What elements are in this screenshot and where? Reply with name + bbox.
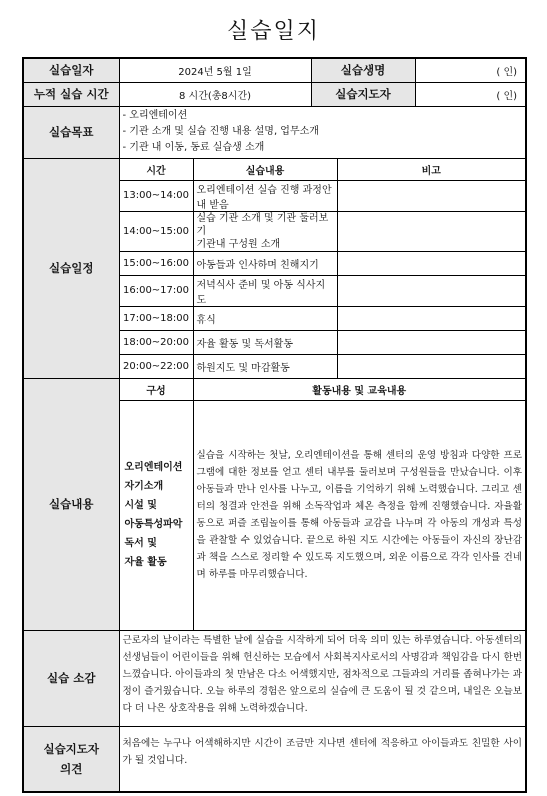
note-header: 비고 [337,158,526,180]
document-title: 실습일지 [226,19,320,44]
supervisor-opinion-text[interactable]: 처음에는 누구나 어색해하지만 시간이 조금만 지나면 센터에 적응하고 아이들과도 친밀한 사이가 될 것입니다. [119,726,526,792]
schedule-content[interactable]: 저녁식사 준비 및 아동 식사지도 [193,275,337,306]
date-row [23,58,526,82]
activity-header: 활동내용 및 교육내용 [193,378,526,400]
schedule-time: 17:00~18:00 [119,306,193,330]
schedule-content[interactable] [193,211,337,251]
schedule-content-line: 기관내 구성원 소개 [196,238,281,250]
supervisor-opinion-row [23,726,526,792]
supervisor-opinion-label-line: 실습지도자 [43,741,100,756]
schedule-note[interactable] [337,251,526,275]
structure-line: 시설 및 [124,500,157,511]
schedule-note[interactable] [337,275,526,306]
schedule-time: 13:00~14:00 [119,180,193,211]
content-label: 실습내용 [23,378,119,630]
goal-item: - 오리엔테이션 [122,109,188,121]
content-header-row [23,378,526,400]
structure-header: 구성 [119,378,193,400]
schedule-time: 16:00~17:00 [119,275,193,306]
schedule-note[interactable] [337,354,526,378]
schedule-note[interactable] [337,211,526,251]
structure-cell [119,400,193,630]
structure-line: 오리엔테이션 [124,462,183,473]
schedule-time: 18:00~20:00 [119,330,193,354]
hours-row [23,82,526,106]
goals-list[interactable] [119,106,526,158]
hours-value[interactable]: 8 시간(총8시간) [119,82,311,106]
reflection-row [23,630,526,726]
goal-item: - 기관 내 이동, 동료 실습생 소개 [122,141,265,153]
hours-label: 누적 실습 시간 [23,82,119,106]
time-header: 시간 [119,158,193,180]
reflection-text[interactable]: 근로자의 날이라는 특별한 날에 실습을 시작하게 되어 더욱 의미 있는 하루였습니다. 아동센터의 선생님들이 어린이들을 위해 헌신하는 모습에서 사회복지사로서의 사명감과 책임감을 다시 한번 느꼈습니다. 아이들과의 첫 만남은 다소 어색했지만, 점차적으로 그들과의 거리를 좁혀나가는 과정이 즐거웠습니다. 오늘 하루의 경험은 앞으로의 실습에 큰 도움이 될 것 같으며, 내일은 오늘보다 더 나은 상호작용을 위해 노력하겠습니다. [119,630,526,726]
schedule-time: 15:00~16:00 [119,251,193,275]
goals-row [23,106,526,158]
structure-line: 자율 활동 [124,557,167,568]
reflection-label: 실습 소감 [23,630,119,726]
trainee-sign[interactable]: ( 인) [415,58,526,82]
date-label: 실습일자 [23,58,119,82]
goals-label: 실습목표 [23,106,119,158]
schedule-header-row [23,158,526,180]
schedule-content[interactable]: 아동들과 인사하며 친해지기 [193,251,337,275]
schedule-content[interactable]: 하원지도 및 마감활동 [193,354,337,378]
structure-line: 자기소개 [124,481,164,492]
supervisor-sign[interactable]: ( 인) [415,82,526,106]
practicum-log-table [22,57,527,793]
schedule-content[interactable]: 휴식 [193,306,337,330]
supervisor-label: 실습지도자 [311,82,415,106]
schedule-time: 14:00~15:00 [119,211,193,251]
schedule-time: 20:00~22:00 [119,354,193,378]
schedule-content[interactable]: 오리엔테이션 실습 진행 과정안내 받음 [193,180,337,211]
schedule-content-line: 실습 기관 소개 및 기관 둘러보기 [196,212,329,237]
goal-item: - 기관 소개 및 실습 진행 내용 설명, 업무소개 [122,125,319,137]
structure-line: 아동특성파악 [124,519,183,530]
trainee-label: 실습생명 [311,58,415,82]
schedule-label: 실습일정 [23,158,119,378]
schedule-content[interactable]: 자율 활동 및 독서활동 [193,330,337,354]
supervisor-opinion-label [23,726,119,792]
content-header: 실습내용 [193,158,337,180]
supervisor-opinion-label-line: 의견 [60,761,83,776]
schedule-note[interactable] [337,330,526,354]
structure-line: 독서 및 [124,538,157,549]
activity-text[interactable]: 실습을 시작하는 첫날, 오리엔테이션을 통해 센터의 운영 방침과 다양한 프로그램에 대한 정보를 얻고 센터 내부를 둘러보며 구성원들을 만났습니다. 이후 아동들과 만나 인사를 나누고, 이름을 기억하기 위해 노력했습니다. 그리고 센터의 청결과 안전을 위해 소독작업과 체온 측정을 함께 진행했습니다. 자율활동으로 퍼즐 조립놀이를 통해 아동들과 교감을 나누며 각 아동의 개성과 특성을 관찰할 수 있었습니다. 끝으로 하원 지도 시간에는 아동들이 자신의 장난감과 책을 스스로 정리할 수 있도록 지도했으며, 외운 이름으로 각각 인사를 건네며 하루를 마무리했습니다. [193,400,526,630]
schedule-note[interactable] [337,306,526,330]
date-value[interactable]: 2024년 5월 1일 [119,58,311,82]
schedule-note[interactable] [337,180,526,211]
